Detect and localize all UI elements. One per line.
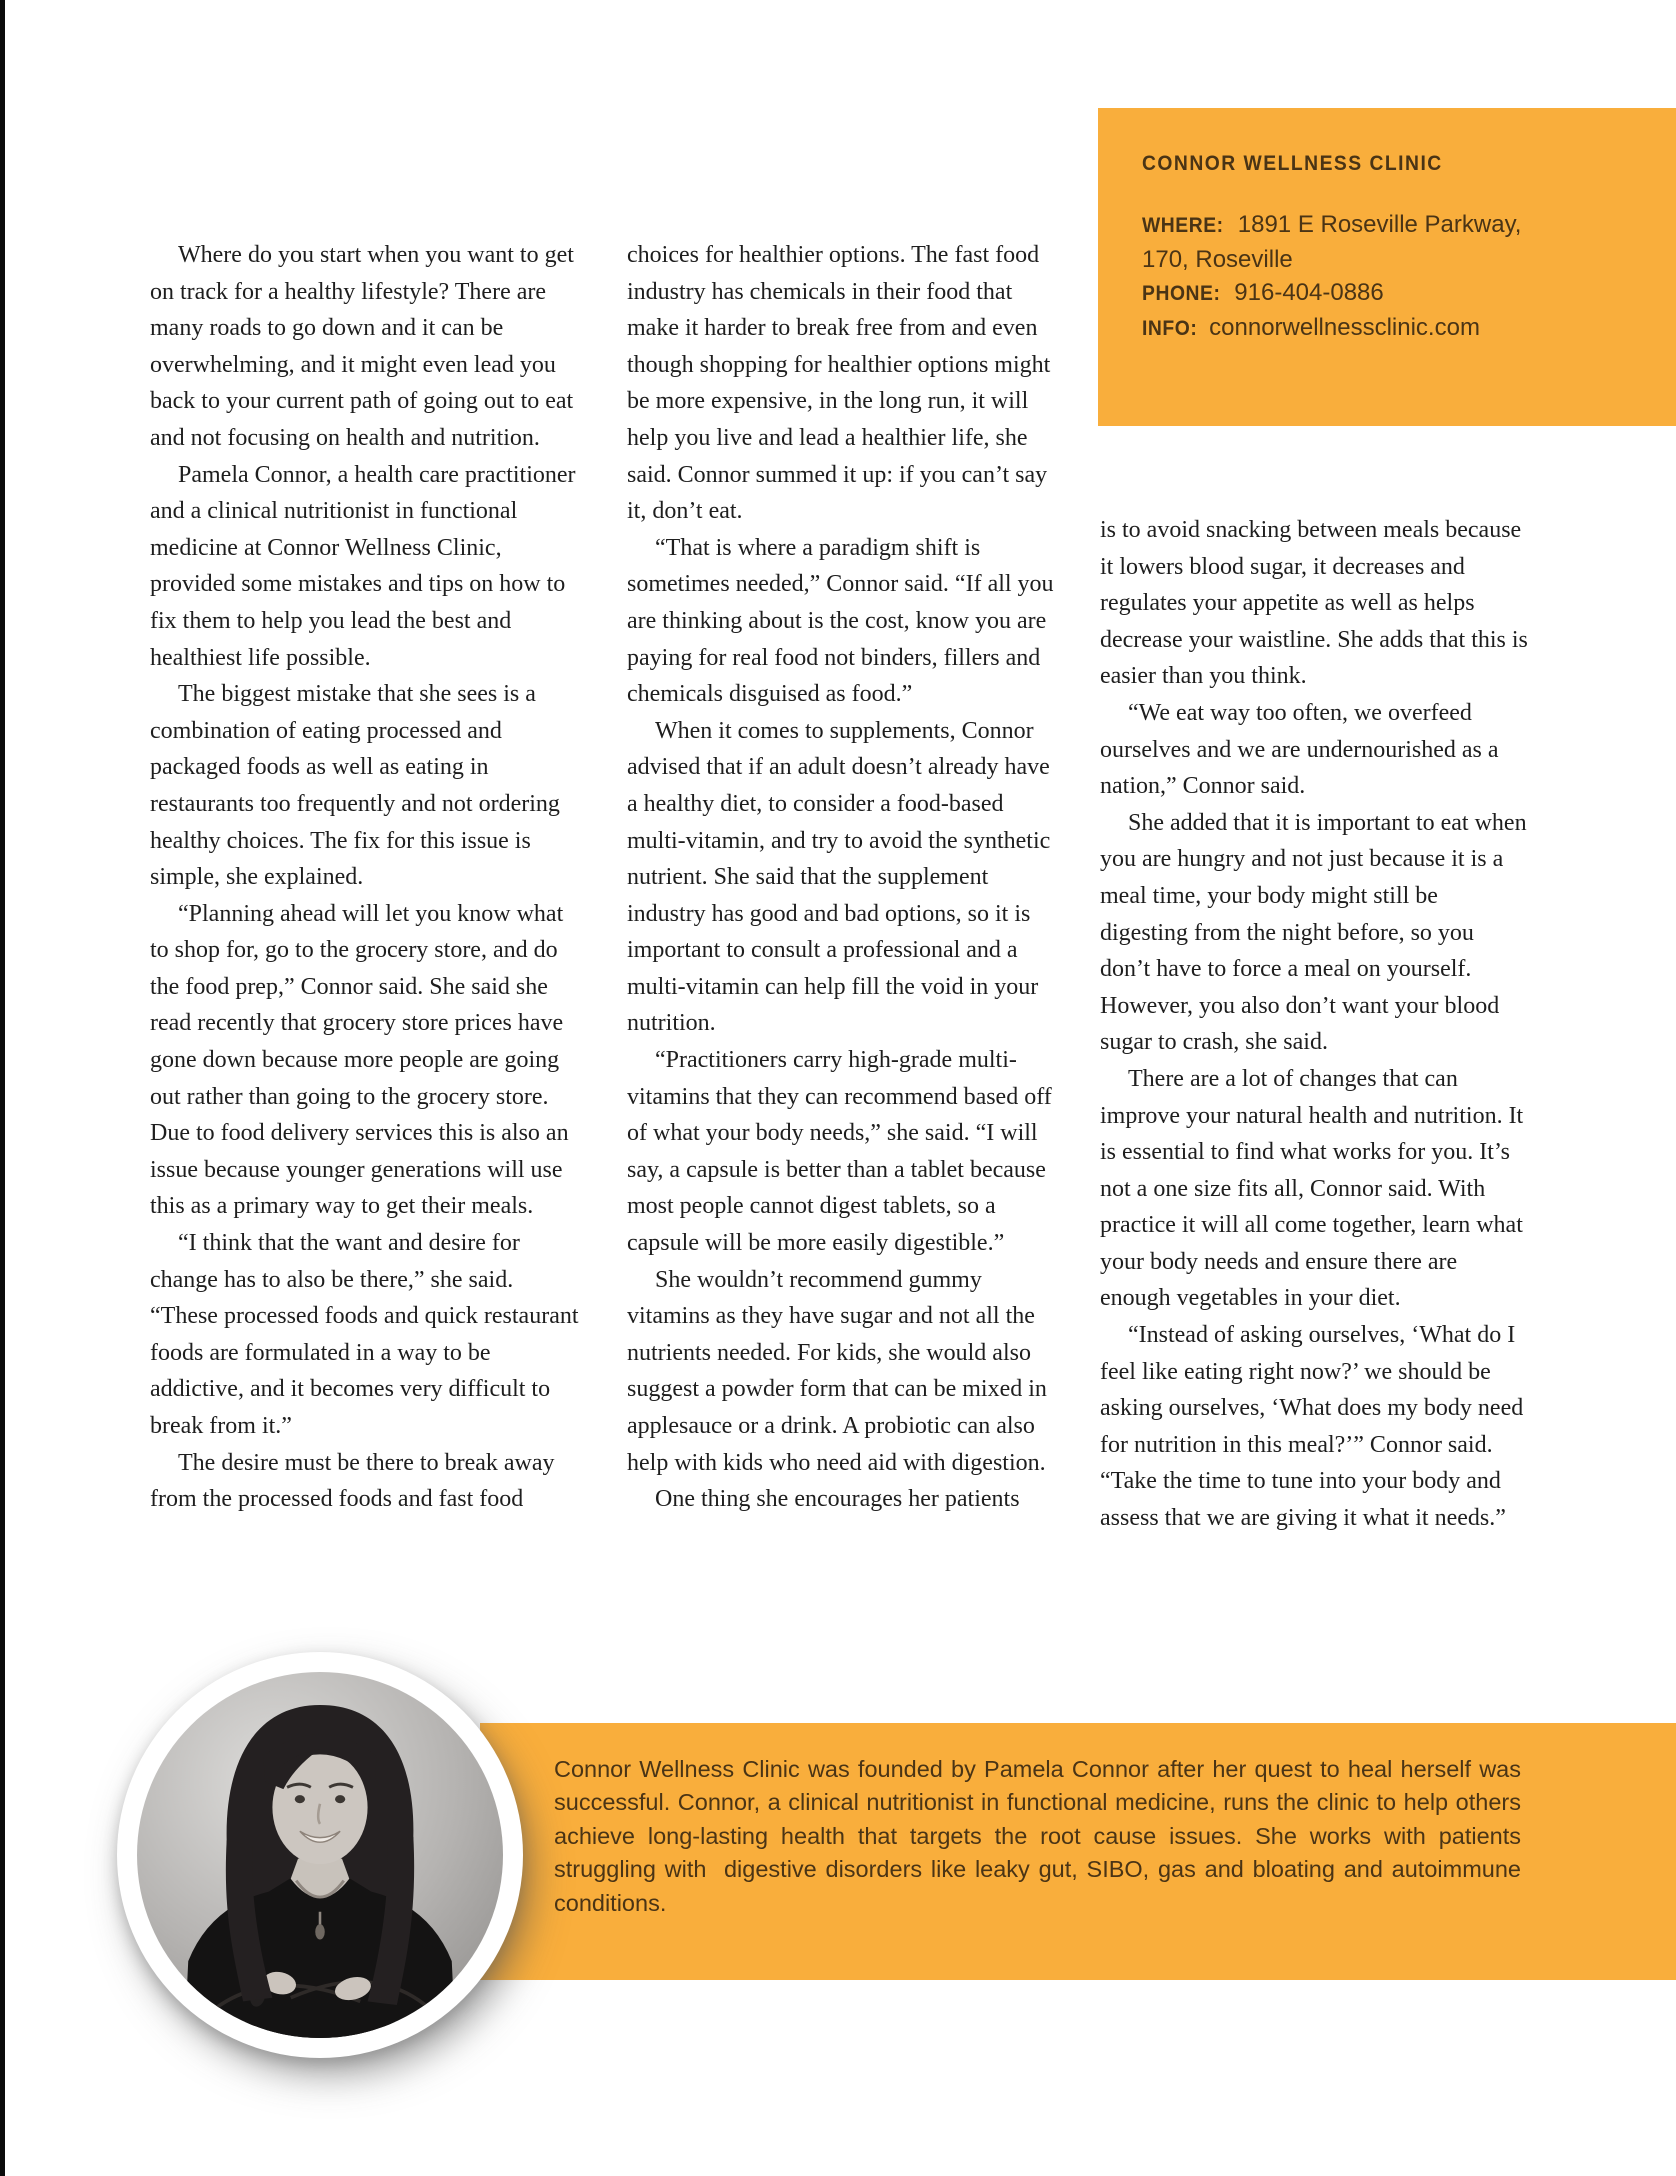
portrait-illustration	[137, 1672, 503, 2038]
article-paragraph: “Practitioners carry high-grade multi-vitamins that they can recommend based off of what your body needs,” she said. “I will say, a capsule is better than a tablet because most people cannot digest tablets, so a capsule will be more easily digestible.”	[627, 1047, 1052, 1257]
portrait-photo-image	[137, 1672, 503, 2038]
article-paragraph: “I think that the want and desire for change has to also be there,” she said. “These processed foods and quick restaurant foods are formulated in a way to be addictive, and it becomes very difficult to break from it.”	[150, 1230, 579, 1439]
article-paragraph: Pamela Connor, a health care practitioner and a clinical nutritionist in functional medicine at Connor Wellness Clinic, provided some mistakes and tips on how to fix them to help you lead the best and healthiest life possible.	[150, 461, 576, 671]
clinic-phone-line	[1142, 276, 1648, 311]
info-value: connorwellnessclinic.com	[1209, 313, 1480, 341]
article-paragraph: is to avoid snacking between meals because it lowers blood sugar, it decreases and regulates your appetite as well as helps decrease your waistline. She adds that this is easier than you think.	[1100, 517, 1528, 690]
founder-banner	[480, 1723, 1676, 1980]
article-paragraph: “Planning ahead will let you know what to shop for, go to the grocery store, and do the food prep,” Connor said. She said she read recently that grocery store prices have gone down because more people are going out rather than going to the grocery store. Due to food delivery services this is also an issue because younger generations will use this as a primary way to get their meals.	[150, 900, 569, 1220]
article-column-3	[1100, 512, 1530, 1537]
article-paragraph: Where do you start when you want to get on track for a healthy lifestyle? There are many roads to go down and it can be overwhelming, and it might even lead you back to your current path of going out to eat and not focusing on health and nutrition.	[150, 242, 574, 451]
where-value: 1891 E Roseville Parkway,	[1237, 211, 1522, 238]
phone-label: PHONE:	[1142, 282, 1221, 305]
pamela-connor-photo	[117, 1652, 523, 2058]
callout-title-row	[1142, 152, 1648, 176]
founder-banner-text: Connor Wellness Clinic was founded by Pamela Connor after her quest to heal herself was successful. Connor, a clinical nutritionist in functional medicine, runs the clinic to help others achieve long-lasting health that targets the root cause issues. She works with patients struggling with digestive disorders like leaky gut, SIBO, gas and bloating and autoimmune conditions.	[554, 1756, 1528, 1916]
info-label: INFO:	[1142, 316, 1198, 340]
article-column-1	[150, 237, 580, 1518]
article-paragraph: One thing she encourages her patients	[655, 1486, 1020, 1513]
article-paragraph: There are a lot of changes that can improve your natural health and nutrition. It is essential to find what works for you. It’s not a one size fits all, Connor said. With practice it will all come together, learn what your body needs and ensure there are enough vegetables in your diet.	[1100, 1065, 1524, 1312]
clinic-info-callout	[1098, 108, 1676, 426]
article-paragraph: The desire must be there to break away from the processed foods and fast food	[150, 1449, 555, 1513]
where-label: WHERE:	[1142, 214, 1224, 237]
article-paragraph: She added that it is important to eat when you are hungry and not just because it is a meal time, your body might still be digesting from the night before, so you don’t have to force a meal on yourself. However, you also don’t want your blood sugar to crash, she said.	[1100, 809, 1527, 1056]
article-column-2	[627, 237, 1057, 1518]
article-paragraph: “Instead of asking ourselves, ‘What do I feel like eating right now?’ we should be asking ourselves, ‘What does my body need for nutrition in this meal?’” Connor said. “Take the time to tune into your body and assess that we are giving it what it needs.”	[1100, 1322, 1524, 1532]
article-paragraph: “We eat way too often, we overfeed ourselves and we are undernourished as a nation,” Connor said.	[1100, 699, 1499, 800]
article-paragraph: choices for healthier options. The fast food industry has chemicals in their food that make it harder to break free from and even though shopping for healthier options might be more expensive, in the long run, it will help you live and lead a healthier life, she said. Connor summed it up: if you can’t say it, don’t eat.	[627, 242, 1051, 525]
clinic-where-line2	[1142, 243, 1648, 277]
article-paragraph: She wouldn’t recommend gummy vitamins as they have sugar and not all the nutrients needed. For kids, she would also suggest a powder form that can be mixed in applesauce or a drink. A probiotic can also help with kids who need aid with digestion.	[627, 1266, 1047, 1476]
phone-value: 916-404-0886	[1234, 279, 1384, 306]
clinic-where-line	[1142, 208, 1648, 243]
article-paragraph: The biggest mistake that she sees is a combination of eating processed and packaged foods as well as eating in restaurants too frequently and not ordering healthy choices. The fix for this issue is simple, she explained.	[150, 681, 560, 891]
where-value-line2: 170, Roseville	[1142, 245, 1293, 273]
article-paragraph: “That is where a paradigm shift is sometimes needed,” Connor said. “If all you are thinking about is the cost, know you are paying for real food not binders, fillers and chemicals disguised as food.”	[627, 534, 1054, 708]
clinic-info-line	[1142, 311, 1648, 346]
clinic-name-title: CONNOR WELLNESS CLINIC	[1142, 152, 1443, 175]
article-paragraph: When it comes to supplements, Connor advised that if an adult doesn’t already have a healthy diet, to consider a food-based multi-vitamin, and try to avoid the synthetic nutrient. She said that the supplement industry has good and bad options, so it is important to consult a professional and a multi-vitamin can help fill the void in your nutrition.	[627, 717, 1051, 1037]
page-edge-strip	[0, 0, 5, 2176]
